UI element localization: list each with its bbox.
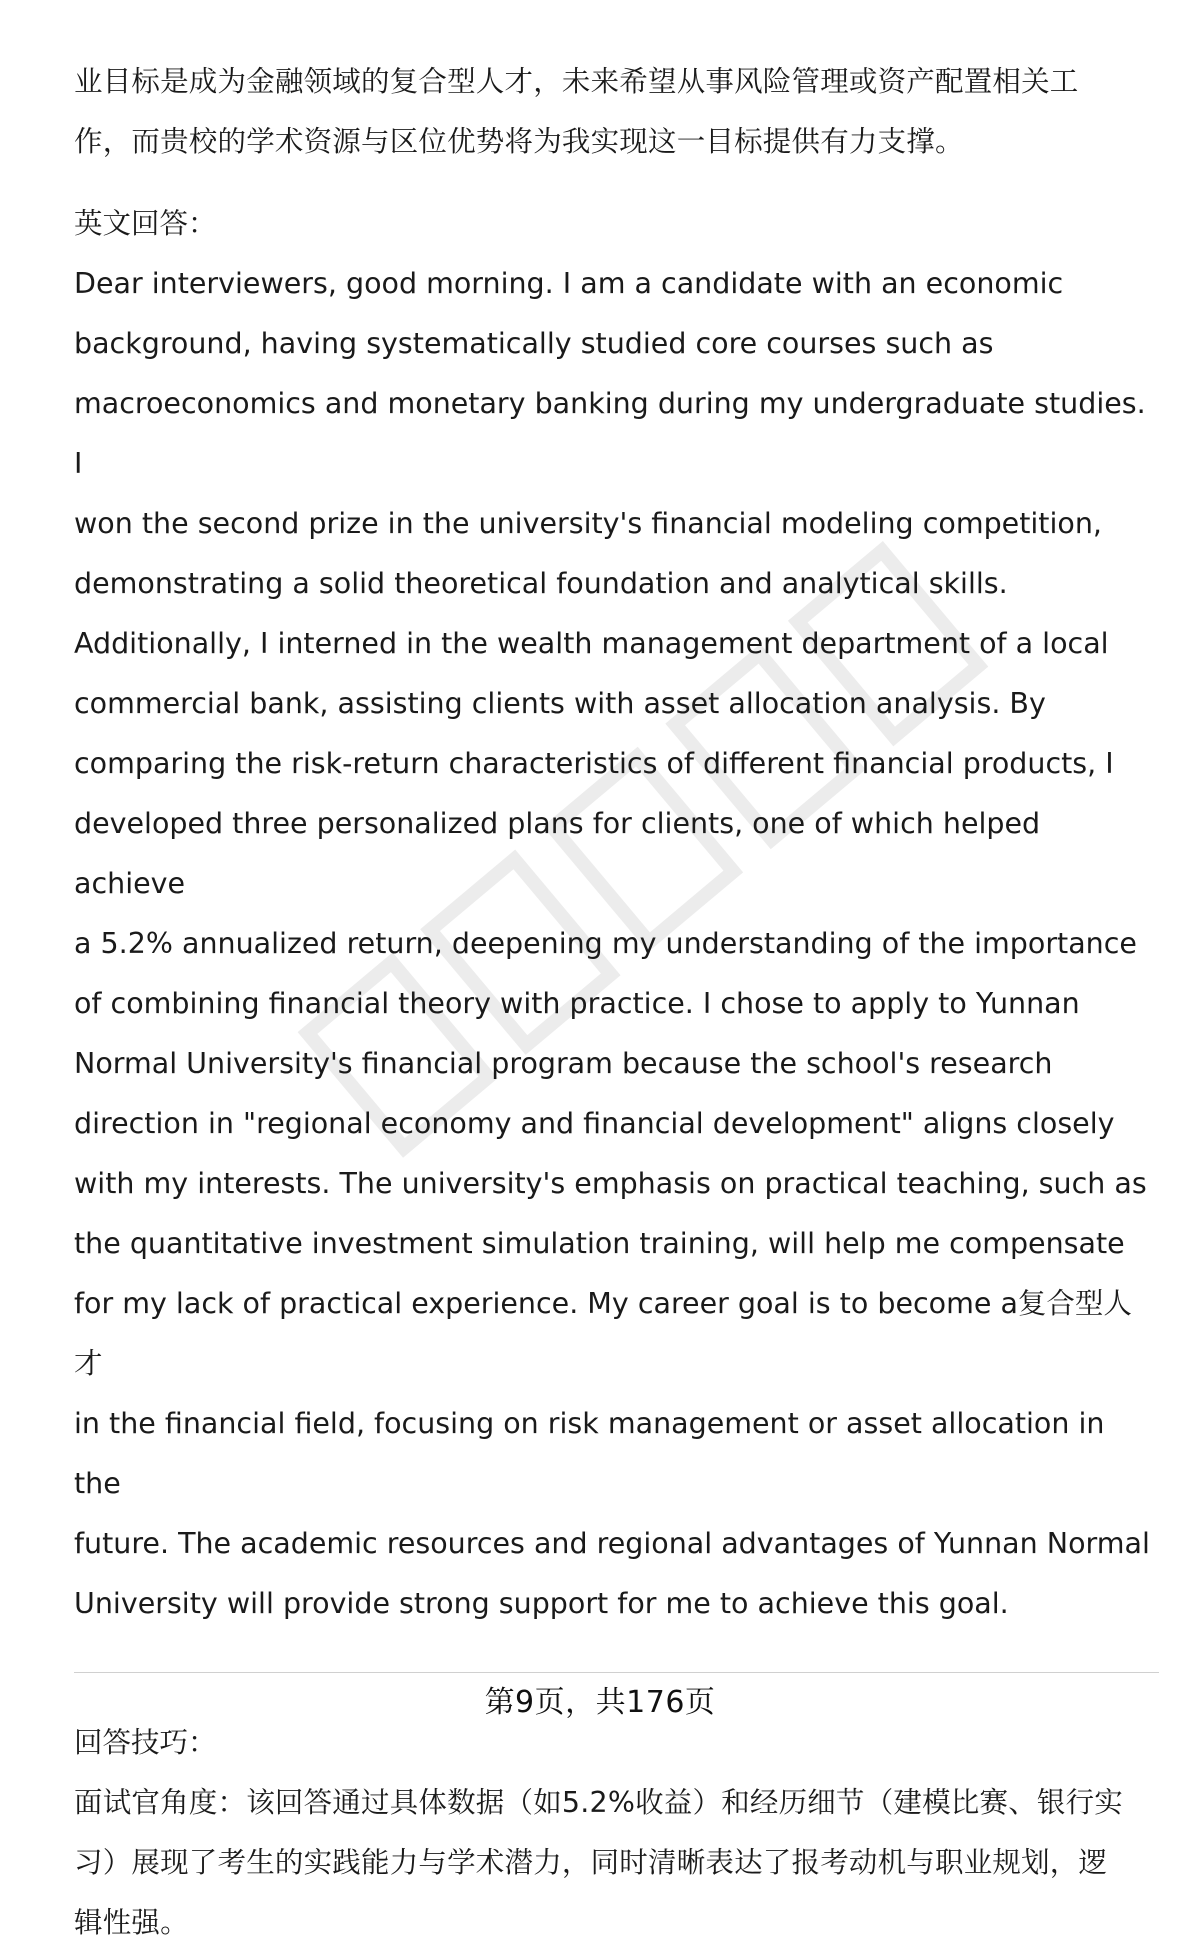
english-line: direction in "regional economy and financial development" aligns closely — [74, 1107, 1115, 1140]
tips-line: 辑性强。 — [74, 1906, 189, 1939]
section-divider — [74, 1672, 1159, 1673]
page-number: 第9页，共176页 — [484, 1685, 716, 1720]
english-line: developed three personalized plans for clients, one of which helped achieve — [74, 807, 1041, 900]
english-line: for my lack of practical experience. My career goal is to become a复合型人才 — [74, 1287, 1132, 1380]
english-line: comparing the risk-return characteristics of different financial products, I — [74, 747, 1114, 780]
english-line: a 5.2% annualized return, deepening my understanding of the importance — [74, 927, 1137, 960]
tips-heading: 回答技巧： — [74, 1726, 217, 1759]
intro-chinese-paragraph — [74, 52, 1159, 172]
english-line: Normal University's financial program because the school's research — [74, 1047, 1053, 1080]
english-line: of combining financial theory with practice. I chose to apply to Yunnan — [74, 987, 1080, 1020]
intro-line: 作，而贵校的学术资源与区位优势将为我实现这一目标提供有力支撑。 — [74, 125, 964, 158]
english-answer-heading: 英文回答： — [74, 207, 217, 240]
english-line: macroeconomics and monetary banking during my undergraduate studies. I — [74, 387, 1146, 480]
tips-line: 面试官角度：该回答通过具体数据（如5.2%收益）和经历细节（建模比赛、银行实 — [74, 1786, 1124, 1819]
english-line: the quantitative investment simulation training, will help me compensate — [74, 1227, 1125, 1260]
english-line: Additionally, I interned in the wealth management department of a local — [74, 627, 1109, 660]
english-answer-section — [74, 194, 1159, 1634]
english-line: in the financial field, focusing on risk management or asset allocation in the — [74, 1407, 1105, 1500]
english-line: background, having systematically studied core courses such as — [74, 327, 994, 360]
english-line: with my interests. The university's emphasis on practical teaching, such as — [74, 1167, 1147, 1200]
english-line: commercial bank, assisting clients with asset allocation analysis. By — [74, 687, 1046, 720]
english-line: future. The academic resources and regional advantages of Yunnan Normal — [74, 1527, 1150, 1560]
tips-line: 习）展现了考生的实践能力与学术潜力，同时清晰表达了报考动机与职业规划，逻 — [74, 1846, 1108, 1879]
answer-tips-section — [74, 1713, 1159, 1953]
english-line: won the second prize in the university's financial modeling competition, — [74, 507, 1102, 540]
english-line: demonstrating a solid theoretical foundation and analytical skills. — [74, 567, 1008, 600]
english-line: Dear interviewers, good morning. I am a candidate with an economic — [74, 267, 1064, 300]
document-page — [74, 52, 1159, 1953]
english-line: University will provide strong support for me to achieve this goal. — [74, 1587, 1009, 1620]
intro-line: 业目标是成为金融领域的复合型人才，未来希望从事风险管理或资产配置相关工 — [74, 65, 1079, 98]
